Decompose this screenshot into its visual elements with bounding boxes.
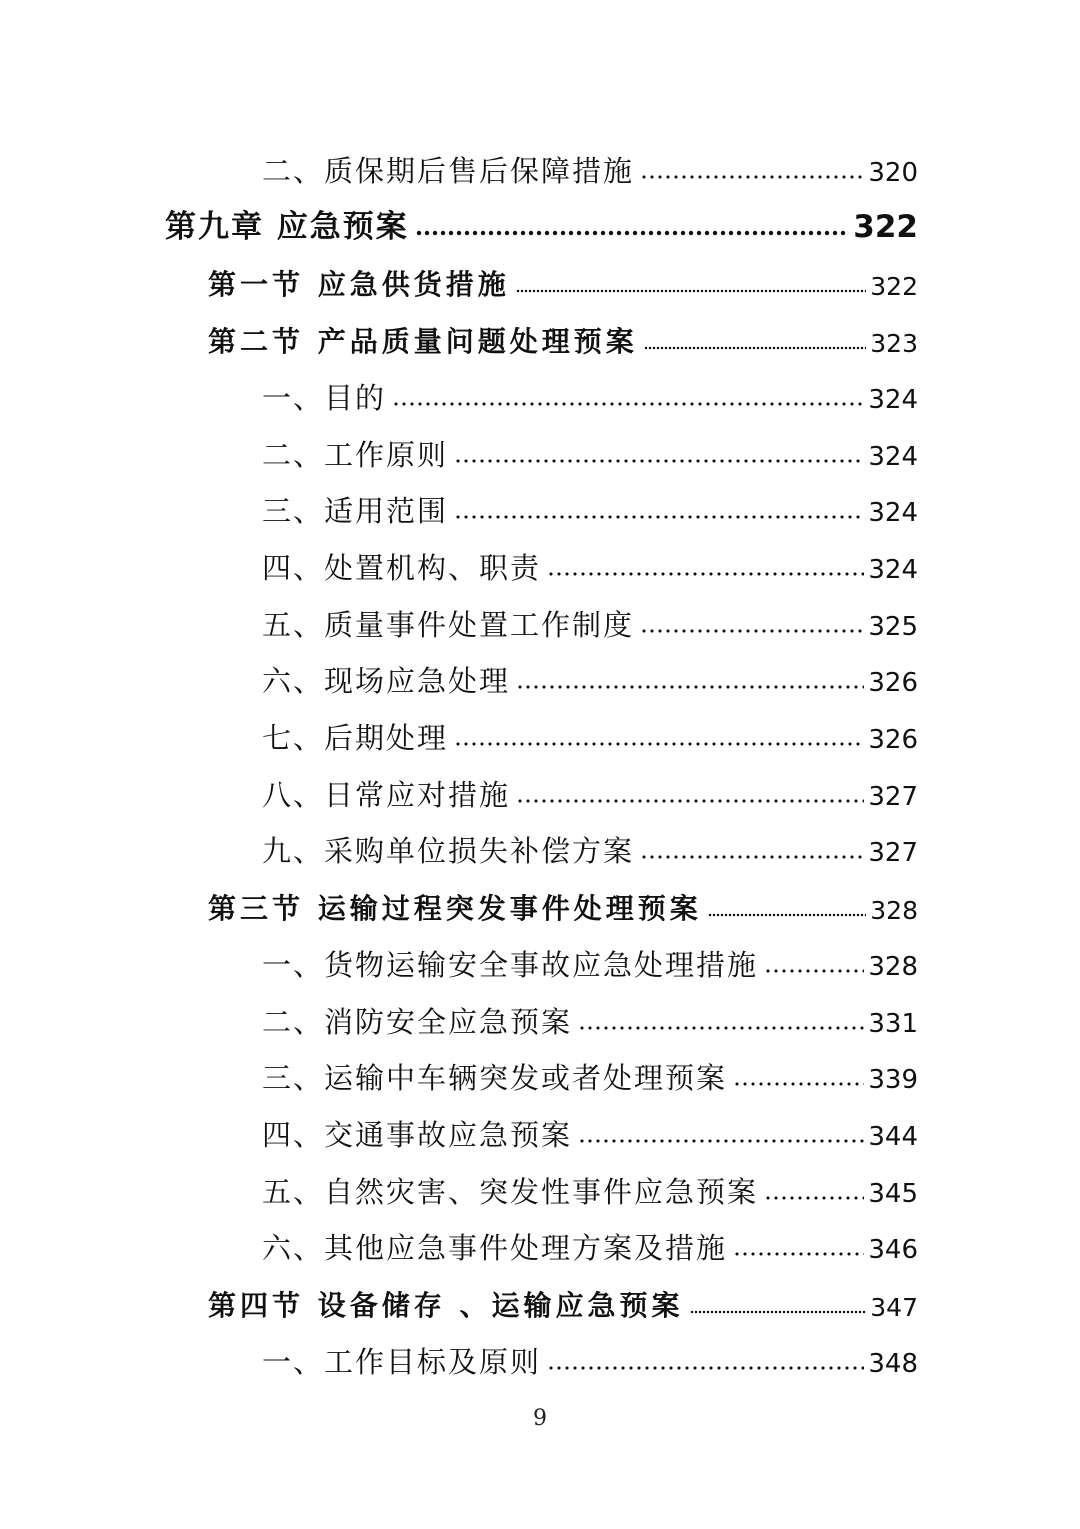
page-number: 9	[533, 1406, 547, 1431]
toc-entry-chapter	[165, 195, 918, 243]
dot-leader	[708, 913, 867, 917]
dot-leader	[764, 1195, 864, 1201]
toc-entry-page: 324	[868, 555, 918, 585]
dot-leader	[516, 684, 864, 690]
dot-leader	[578, 1138, 864, 1144]
toc-entry-page: 320	[868, 158, 918, 188]
toc-entry-label: 一、工作目标及原则	[262, 1345, 542, 1379]
toc-entry-label: 第一节 应急供货措施	[208, 268, 510, 301]
toc-entry-page: 322	[853, 209, 918, 245]
dot-leader	[516, 289, 867, 293]
toc-entry-page: 327	[868, 782, 918, 812]
dot-leader	[547, 571, 864, 577]
toc-entry-label: 三、适用范围	[262, 494, 449, 528]
toc-entry-page: 328	[870, 896, 918, 925]
toc-entry-label: 八、日常应对措施	[262, 778, 511, 812]
dot-leader	[578, 1025, 864, 1031]
toc-entry-page: 325	[868, 612, 918, 642]
toc-entry-item	[262, 138, 918, 186]
toc-entry-item	[262, 648, 918, 696]
toc-entry-label: 第三节 运输过程突发事件处理预案	[208, 892, 702, 925]
dot-leader	[733, 1081, 864, 1087]
dot-leader	[415, 229, 849, 237]
toc-entry-page: 331	[868, 1009, 918, 1039]
toc-entry-label: 七、后期处理	[262, 721, 449, 755]
toc-entry-label: 二、质保期后售后保障措施	[262, 154, 635, 188]
toc-entry-page: 324	[868, 498, 918, 528]
toc-entry-item	[262, 365, 918, 413]
dot-leader	[454, 741, 864, 747]
toc-entry-page: 323	[870, 329, 918, 358]
dot-leader	[640, 174, 864, 180]
toc-entry-section	[208, 1272, 918, 1320]
toc-entry-section	[208, 875, 918, 923]
toc-entry-page: 326	[868, 668, 918, 698]
dot-leader	[392, 401, 864, 407]
toc-entry-item	[262, 535, 918, 583]
toc-entry-label: 三、运输中车辆突发或者处理预案	[262, 1061, 728, 1095]
toc-entry-item	[262, 932, 918, 980]
dot-leader	[640, 854, 864, 860]
dot-leader	[690, 1310, 867, 1314]
toc-entry-item	[262, 592, 918, 640]
toc-entry-page: 324	[868, 385, 918, 415]
toc-entry-label: 九、采购单位损失补偿方案	[262, 834, 635, 868]
toc-entry-label: 第四节 设备储存 、运输应急预案	[208, 1289, 684, 1322]
toc-entry-label: 五、自然灾害、突发性事件应急预案	[262, 1175, 759, 1209]
toc-entry-page: 328	[868, 952, 918, 982]
toc-entry-item	[262, 422, 918, 470]
toc-entry-item	[262, 818, 918, 866]
toc-entry-page: 347	[870, 1293, 918, 1322]
toc-entry-page: 322	[870, 272, 918, 301]
dot-leader	[640, 628, 864, 634]
toc-entry-label: 第二节 产品质量问题处理预案	[208, 325, 638, 358]
toc-entry-section	[208, 251, 918, 299]
dot-leader	[547, 1365, 864, 1371]
toc-entry-page: 345	[868, 1179, 918, 1209]
dot-leader	[516, 798, 864, 804]
toc-entry-item	[262, 478, 918, 526]
toc-entry-label: 五、质量事件处置工作制度	[262, 608, 635, 642]
toc-entry-label: 四、处置机构、职责	[262, 551, 542, 585]
toc-entry-label: 六、现场应急处理	[262, 664, 511, 698]
toc-entry-label: 六、其他应急事件处理方案及措施	[262, 1231, 728, 1265]
dot-leader	[733, 1251, 864, 1257]
toc-entry-label: 一、目的	[262, 381, 387, 415]
toc-entry-label: 一、货物运输安全事故应急处理措施	[262, 948, 759, 982]
toc-entry-page: 346	[868, 1235, 918, 1265]
toc-entry-page: 327	[868, 838, 918, 868]
toc-entry-page: 348	[868, 1349, 918, 1379]
toc-entry-item	[262, 1329, 918, 1377]
toc-entry-page: 324	[868, 442, 918, 472]
toc-entry-item	[262, 762, 918, 810]
toc-entry-page: 326	[868, 725, 918, 755]
toc-entry-item	[262, 1159, 918, 1207]
toc-entry-label: 二、消防安全应急预案	[262, 1005, 573, 1039]
toc-entry-item	[262, 705, 918, 753]
toc-entry-label: 第九章 应急预案	[165, 209, 409, 245]
dot-leader	[454, 514, 864, 520]
toc-entry-item	[262, 1045, 918, 1093]
toc-entry-page: 344	[868, 1122, 918, 1152]
toc-entry-section	[208, 308, 918, 356]
dot-leader	[764, 968, 864, 974]
toc-entry-label: 四、交通事故应急预案	[262, 1118, 573, 1152]
toc-entry-item	[262, 989, 918, 1037]
toc-entry-label: 二、工作原则	[262, 438, 449, 472]
dot-leader	[644, 346, 867, 350]
toc-entry-item	[262, 1102, 918, 1150]
dot-leader	[454, 458, 864, 464]
toc-entry-page: 339	[868, 1065, 918, 1095]
toc-entry-item	[262, 1215, 918, 1263]
